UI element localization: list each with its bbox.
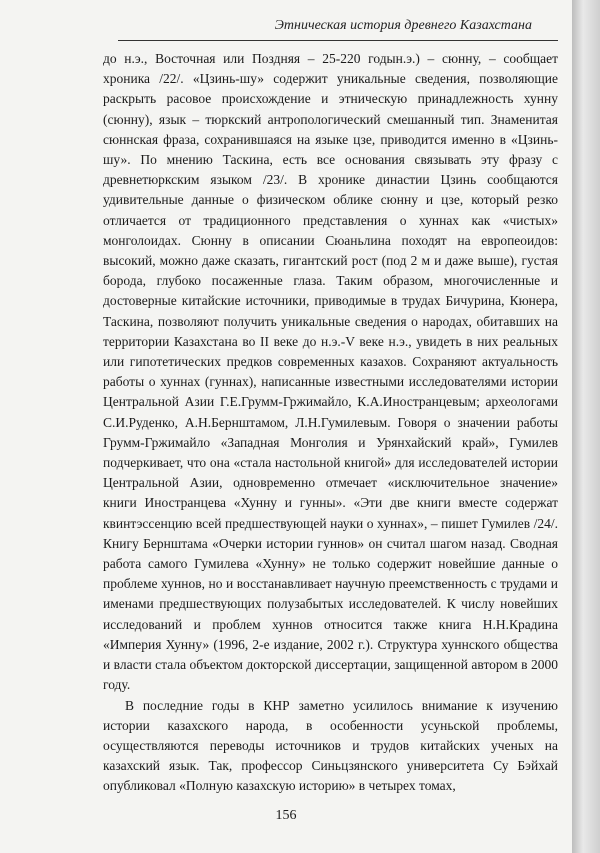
paragraph-1: до н.э., Восточная или Поздняя – 25-220 годын.э.) – сюнну, – сообщает хроника /22/. «Цзинь-шу» содержит уникальные сведения, позволяющие раскрыть расовое происхождение и этническую принадлежность хунну (сюнну), язык – тюркский антропологический смешанный тип. Знаменитая сюннская фраза, сохранившаяся на языке цзе, приводится именно в «Цзинь-шу». По мнению Таскина, есть все основания связывать эту фразу с древнетюркским языком /23/. В хронике династии Цзинь сообщаются удивительные данные о физическом облике сюнну и цзе, который резко отличается от традиционного представления о хуннах как «чистых» монголоидах. Сюнну в описании Сюаньлина походят на европеоидов: высокий, можно даже сказать, гигантский рост (под 2 м и даже выше), густая борода, глубоко посаженные глаза. Таким образом, многочисленные и достоверные китайские источники, приводимые в трудах Бичурина, Кюнера, Таскина, позволяют получить уникальные сведения о народах, обитавших на территории Казахстана во II веке до н.э.-V веке н.э., увидеть в них реальных или гипотетических предков современных казахов. Сохраняют актуальность работы о хуннах (гуннах), написанные известными исследователями истории Центральной Азии Г.Е.Грумм-Гржимайло, К.А.Иностранцевым; археологами С.И.Руденко, А.Н.Бернштамом, Л.Н.Гумилевым. Говоря о значении работы Грумм-Гржимайло «Западная Монголия и Урянхайский край», Гумилев подчеркивает, что она «стала настольной книгой» для исследователей истории Центральной Азии, одновременно отмечает «исключительное значение» книги Иностранцева «Хунну и гунны». «Эти две книги вместе содержат квинтэссенцию всей предшествующей науки о хуннах», – пишет Гумилев /24/. Книгу Бернштама «Очерки истории гуннов» он считал шагом назад. Сводная работа самого Гумилева «Хунну» не только содержит новейшие данные о проблеме хуннов, но и восстанавливает научную преемственность с трудами и именами предшествующих полузабытых исследователей. К числу новейших исследований и проблем хуннов относится также книга Н.Н.Крадина «Империя Хунну» (1996, 2-е издание, 2002 г.). Структура хуннского общества и власти стала объектом докторской диссертации, защищенной автором в 2000 году. [103,51,558,693]
body-text [103,49,558,797]
running-title: Этническая история древнего Казахстана [274,18,532,33]
page-edge-shadow [572,0,600,853]
paragraph-2: В последние годы в КНР заметно усилилось внимание к изучению истории казахского народа, в особенности усуньской проблемы, осуществляются переводы источников и трудов китайских ученых на казахский язык. Так, профессор Синьцзянского университета Су Бэйхай опубликовал «Полную казахскую историю» в четырех томах, [103,697,558,794]
page-number: 156 [275,808,297,823]
header-rule [118,40,558,41]
